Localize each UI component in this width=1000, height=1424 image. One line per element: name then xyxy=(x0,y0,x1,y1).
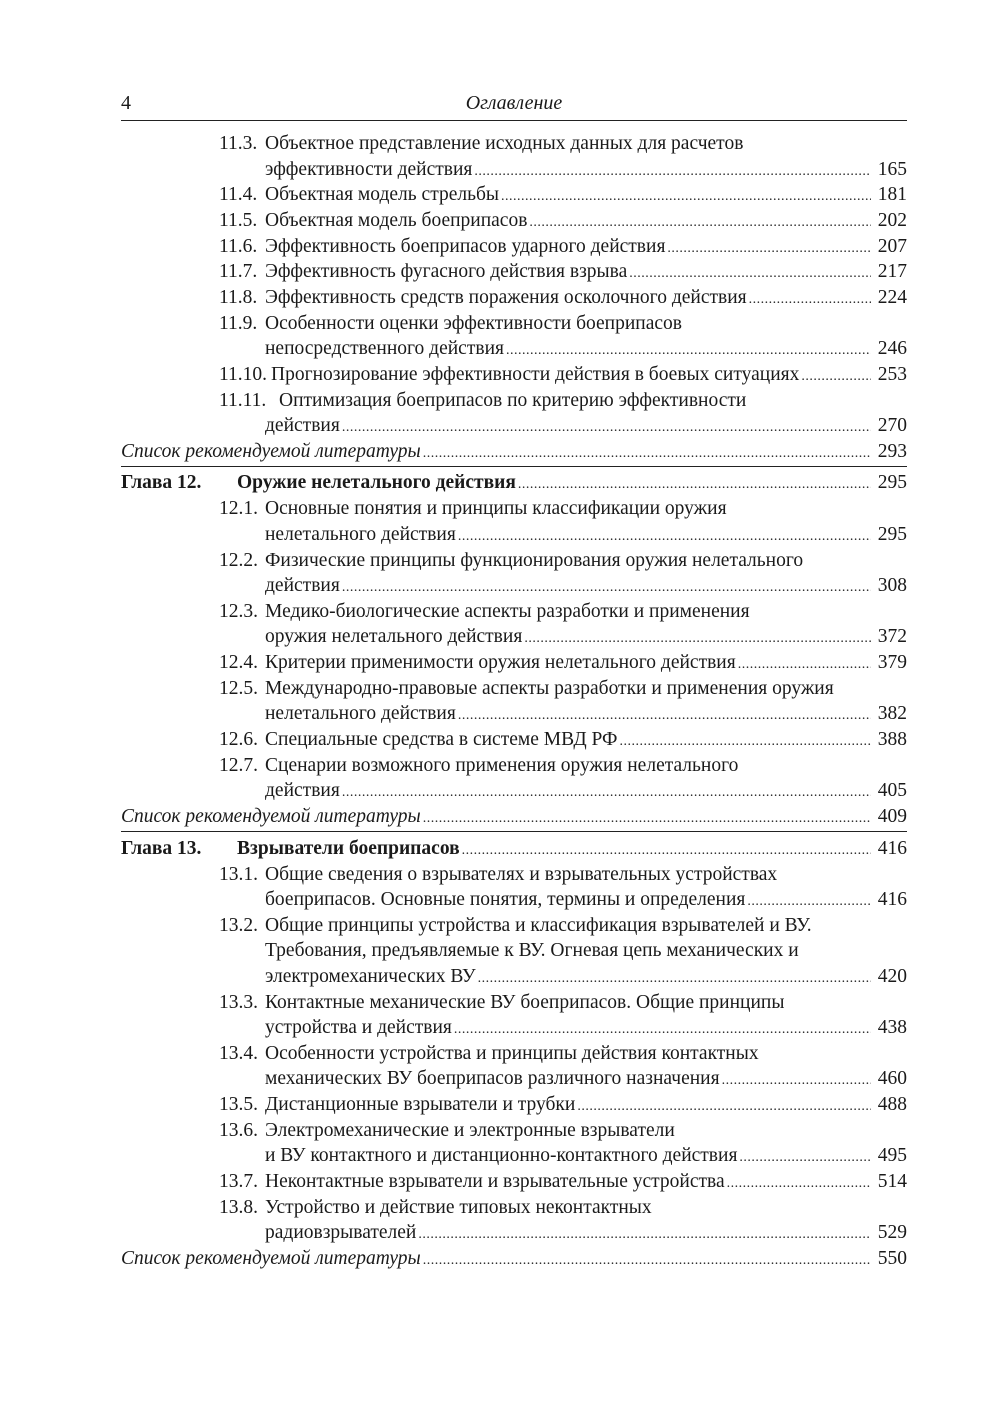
entry-page: 181 xyxy=(877,184,907,205)
page-header xyxy=(121,92,907,121)
entry-number: 12.3. xyxy=(219,601,258,622)
entry-title: Особенности оценки эффективности боеприпасов xyxy=(265,313,682,334)
entry-page: 293 xyxy=(877,441,907,462)
entry-title: Прогнозирование эффективности действия в боевых ситуациях xyxy=(271,364,800,385)
entry-title: Неконтактные взрыватели и взрывательные устройства xyxy=(265,1171,725,1192)
toc-entry-12-3[interactable] xyxy=(219,599,907,625)
entry-page: 409 xyxy=(877,806,907,827)
toc-literature-3[interactable] xyxy=(121,1246,907,1272)
toc-entry-12-2[interactable] xyxy=(219,548,907,574)
entry-title: Список рекомендуемой литературы xyxy=(121,806,421,827)
toc-entry-11-9[interactable] xyxy=(219,311,907,337)
chapter-title: Взрыватели боеприпасов xyxy=(237,838,460,859)
chapter-title: Оружие нелетального действия xyxy=(237,472,516,493)
toc-entry-11-11-cont[interactable] xyxy=(265,413,907,439)
leader-dots xyxy=(529,210,871,234)
entry-title-cont: электромеханических ВУ xyxy=(265,966,476,987)
entry-number: 12.1. xyxy=(219,498,258,519)
entry-title: Объектная модель боеприпасов xyxy=(265,210,528,231)
leader-dots xyxy=(342,575,871,599)
leader-dots xyxy=(458,524,871,548)
entry-number: 13.1. xyxy=(219,864,258,885)
leader-dots xyxy=(747,889,871,913)
entry-title-cont: Требования, предъявляемые к ВУ. Огневая цепь механических и xyxy=(265,940,799,961)
entry-number: 13.6. xyxy=(219,1120,258,1141)
toc-entry-12-2-cont[interactable] xyxy=(265,573,907,599)
entry-number: 11.7. xyxy=(219,261,258,282)
entry-title: Общие сведения о взрывателях и взрывательных устройствах xyxy=(265,864,778,885)
leader-dots xyxy=(518,472,871,496)
entry-title: Особенности устройства и принципы действия контактных xyxy=(265,1043,759,1064)
entry-title-cont: непосредственного действия xyxy=(265,338,504,359)
toc-entry-11-5[interactable] xyxy=(219,208,907,234)
entry-number: 12.2. xyxy=(219,550,258,571)
leader-dots xyxy=(423,441,871,465)
toc-entry-11-8[interactable] xyxy=(219,285,907,311)
leader-dots xyxy=(501,184,871,208)
chapter-label: Глава 12. xyxy=(121,472,202,493)
toc-entry-12-3-cont[interactable] xyxy=(265,624,907,650)
entry-number: 11.11. xyxy=(219,390,267,411)
entry-page: 207 xyxy=(877,236,907,257)
toc-entry-13-3-cont[interactable] xyxy=(265,1015,907,1041)
entry-page: 295 xyxy=(877,472,907,493)
entry-number: 13.5. xyxy=(219,1094,258,1115)
leader-dots xyxy=(727,1171,871,1195)
entry-title: Сценарии возможного применения оружия нелетального xyxy=(265,755,739,776)
entry-page: 224 xyxy=(877,287,907,308)
leader-dots xyxy=(474,159,871,183)
leader-dots xyxy=(506,338,871,362)
entry-page: 438 xyxy=(877,1017,907,1038)
leader-dots xyxy=(801,364,871,388)
entry-page: 529 xyxy=(877,1222,907,1243)
toc-entry-11-10[interactable] xyxy=(219,362,907,388)
leader-dots xyxy=(423,1248,871,1272)
entry-page: 217 xyxy=(877,261,907,282)
toc-entry-13-2-cont2[interactable] xyxy=(265,964,907,990)
toc-entry-12-5-cont[interactable] xyxy=(265,701,907,727)
entry-title: Эффективность фугасного действия взрыва xyxy=(265,261,628,282)
chapter-divider xyxy=(121,466,907,467)
leader-dots xyxy=(458,703,871,727)
entry-number: 12.7. xyxy=(219,755,258,776)
entry-number: 11.8. xyxy=(219,287,258,308)
page-number: 4 xyxy=(121,92,131,114)
toc-chapter-13[interactable] xyxy=(121,836,907,862)
entry-title-cont: механических ВУ боеприпасов различного назначения xyxy=(265,1068,720,1089)
toc-entry-13-2-cont1[interactable] xyxy=(265,938,907,964)
toc-entry-12-7[interactable] xyxy=(219,753,907,779)
toc-entry-13-3[interactable] xyxy=(219,990,907,1016)
toc-entry-11-9-cont[interactable] xyxy=(265,336,907,362)
leader-dots xyxy=(342,780,871,804)
entry-page: 488 xyxy=(877,1094,907,1115)
entry-title-cont: радиовзрывателей xyxy=(265,1222,417,1243)
entry-page: 405 xyxy=(877,780,907,801)
chapter-divider xyxy=(121,831,907,832)
leader-dots xyxy=(629,261,871,285)
entry-number: 12.5. xyxy=(219,678,258,699)
leader-dots xyxy=(739,1145,871,1169)
entry-number: 12.6. xyxy=(219,729,258,750)
toc-entry-12-7-cont[interactable] xyxy=(265,778,907,804)
toc-entry-12-6[interactable] xyxy=(219,727,907,753)
leader-dots xyxy=(667,236,871,260)
toc-entry-12-4[interactable] xyxy=(219,650,907,676)
entry-title: Дистанционные взрыватели и трубки xyxy=(265,1094,576,1115)
toc-entry-13-4-cont[interactable] xyxy=(265,1066,907,1092)
leader-dots xyxy=(462,838,871,862)
entry-title: Оптимизация боеприпасов по критерию эффективности xyxy=(279,390,747,411)
entry-number: 11.4. xyxy=(219,184,258,205)
toc-entry-13-6[interactable] xyxy=(219,1118,907,1144)
toc-entry-13-8[interactable] xyxy=(219,1195,907,1221)
toc-entry-11-4[interactable] xyxy=(219,182,907,208)
entry-number: 13.2. xyxy=(219,915,258,936)
entry-title: Основные понятия и принципы классификации оружия xyxy=(265,498,727,519)
entry-title-cont: действия xyxy=(265,575,340,596)
leader-dots xyxy=(478,966,871,990)
entry-page: 495 xyxy=(877,1145,907,1166)
entry-title: Общие принципы устройства и классификация взрывателей и ВУ. xyxy=(265,915,812,936)
entry-page: 308 xyxy=(877,575,907,596)
entry-title: Эффективность средств поражения осколочного действия xyxy=(265,287,747,308)
toc-entry-11-3[interactable] xyxy=(219,131,907,157)
entry-page: 514 xyxy=(877,1171,907,1192)
entry-page: 416 xyxy=(877,889,907,910)
entry-page: 202 xyxy=(877,210,907,231)
toc-entry-13-6-cont[interactable] xyxy=(265,1143,907,1169)
entry-number: 13.8. xyxy=(219,1197,258,1218)
entry-title: Специальные средства в системе МВД РФ xyxy=(265,729,618,750)
entry-title-cont: устройства и действия xyxy=(265,1017,452,1038)
entry-title: Эффективность боеприпасов ударного действия xyxy=(265,236,666,257)
entry-title-cont: оружия нелетального действия xyxy=(265,626,523,647)
entry-title: Объектное представление исходных данных для расчетов xyxy=(265,133,744,154)
entry-title: Объектная модель стрельбы xyxy=(265,184,499,205)
leader-dots xyxy=(577,1094,871,1118)
toc-chapter-12[interactable] xyxy=(121,470,907,496)
leader-dots xyxy=(524,626,871,650)
leader-dots xyxy=(749,287,871,311)
entry-number: 13.3. xyxy=(219,992,258,1013)
entry-page: 460 xyxy=(877,1068,907,1089)
entry-page: 420 xyxy=(877,966,907,987)
toc-entry-11-3-cont[interactable] xyxy=(265,157,907,183)
toc-entry-13-1[interactable] xyxy=(219,862,907,888)
leader-dots xyxy=(423,806,871,830)
entry-title: Устройство и действие типовых неконтактных xyxy=(265,1197,652,1218)
toc-entry-13-1-cont[interactable] xyxy=(265,887,907,913)
toc-entry-13-5[interactable] xyxy=(219,1092,907,1118)
toc-literature-1[interactable] xyxy=(121,439,907,465)
leader-dots xyxy=(619,729,871,753)
entry-page: 388 xyxy=(877,729,907,750)
toc-literature-2[interactable] xyxy=(121,804,907,830)
toc-entry-11-6[interactable] xyxy=(219,234,907,260)
entry-title: Медико-биологические аспекты разработки и применения xyxy=(265,601,750,622)
entry-title-cont: нелетального действия xyxy=(265,524,456,545)
toc-entry-13-8-cont[interactable] xyxy=(265,1220,907,1246)
entry-title-cont: боеприпасов. Основные понятия, термины и определения xyxy=(265,889,746,910)
leader-dots xyxy=(454,1017,871,1041)
toc-entry-11-7[interactable] xyxy=(219,259,907,285)
entry-title-cont: и ВУ контактного и дистанционно-контактного действия xyxy=(265,1145,738,1166)
toc-entry-12-1-cont[interactable] xyxy=(265,522,907,548)
running-title: Оглавление xyxy=(465,92,563,114)
entry-number: 11.9. xyxy=(219,313,258,334)
entry-title: Контактные механические ВУ боеприпасов. Общие принципы xyxy=(265,992,785,1013)
entry-page: 270 xyxy=(877,415,907,436)
entry-number: 11.10. xyxy=(219,364,268,385)
entry-page: 379 xyxy=(877,652,907,673)
leader-dots xyxy=(418,1222,871,1246)
entry-page: 295 xyxy=(877,524,907,545)
toc-entry-11-11[interactable] xyxy=(219,388,907,414)
toc-entry-13-7[interactable] xyxy=(219,1169,907,1195)
entry-page: 416 xyxy=(877,838,907,859)
toc-entry-13-4[interactable] xyxy=(219,1041,907,1067)
entry-title-cont: нелетального действия xyxy=(265,703,456,724)
entry-number: 11.3. xyxy=(219,133,258,154)
entry-title: Критерии применимости оружия нелетального действия xyxy=(265,652,736,673)
entry-number: 12.4. xyxy=(219,652,258,673)
toc-entry-12-5[interactable] xyxy=(219,676,907,702)
entry-page: 253 xyxy=(877,364,907,385)
entry-title: Список рекомендуемой литературы xyxy=(121,441,421,462)
entry-page: 246 xyxy=(877,338,907,359)
entry-page: 382 xyxy=(877,703,907,724)
entry-number: 11.6. xyxy=(219,236,258,257)
entry-number: 13.7. xyxy=(219,1171,258,1192)
entry-title-cont: действия xyxy=(265,780,340,801)
entry-page: 372 xyxy=(877,626,907,647)
entry-number: 11.5. xyxy=(219,210,258,231)
chapter-label: Глава 13. xyxy=(121,838,202,859)
entry-number: 13.4. xyxy=(219,1043,258,1064)
entry-title: Электромеханические и электронные взрыватели xyxy=(265,1120,675,1141)
leader-dots xyxy=(722,1068,871,1092)
entry-page: 550 xyxy=(877,1248,907,1269)
toc-entry-12-1[interactable] xyxy=(219,496,907,522)
toc-entry-13-2[interactable] xyxy=(219,913,907,939)
entry-title-cont: эффективности действия xyxy=(265,159,473,180)
entry-title-cont: действия xyxy=(265,415,340,436)
leader-dots xyxy=(342,415,871,439)
entry-page: 165 xyxy=(877,159,907,180)
entry-title: Международно-правовые аспекты разработки и применения оружия xyxy=(265,678,834,699)
entry-title: Список рекомендуемой литературы xyxy=(121,1248,421,1269)
entry-title: Физические принципы функционирования оружия нелетального xyxy=(265,550,804,571)
leader-dots xyxy=(738,652,871,676)
